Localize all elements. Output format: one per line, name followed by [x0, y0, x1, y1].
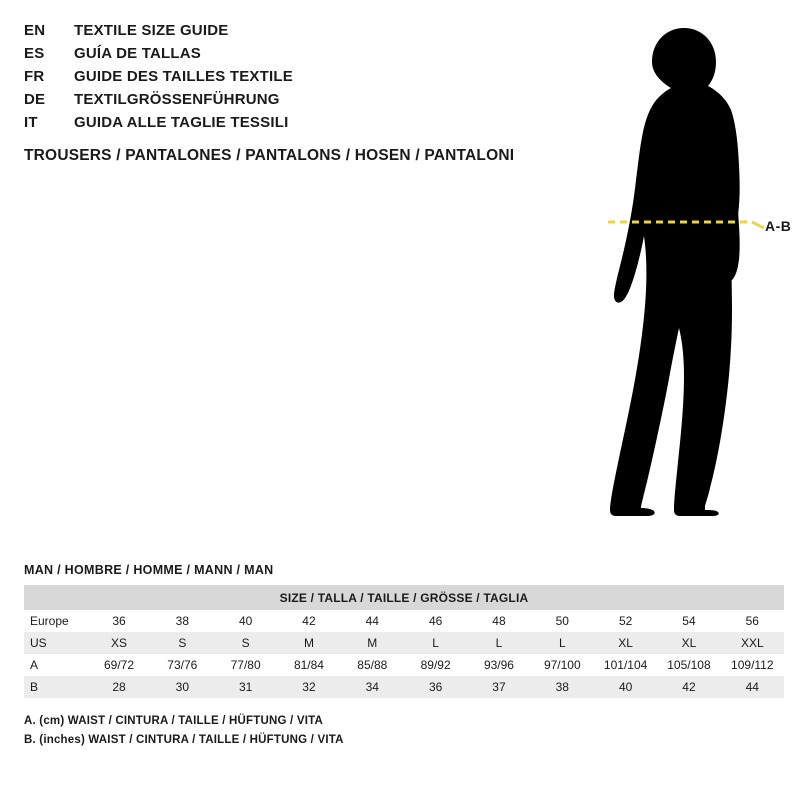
language-code: ES	[24, 45, 45, 62]
table-cell: 50	[531, 610, 594, 632]
table-cell: L	[404, 632, 467, 654]
table-cell: 40	[214, 610, 277, 632]
table-cell: 54	[657, 610, 720, 632]
table-cell: 32	[277, 676, 340, 698]
figure-block	[520, 10, 800, 540]
table-cell: XXL	[721, 632, 784, 654]
table-cell: 69/72	[87, 654, 150, 676]
row-label: Europe	[24, 610, 87, 632]
table-cell: 85/88	[341, 654, 404, 676]
table-cell: 42	[277, 610, 340, 632]
language-title: TEXTILGRÖSSENFÜHRUNG	[74, 91, 280, 108]
table-row	[24, 632, 784, 654]
language-code: IT	[24, 114, 38, 131]
language-row	[24, 68, 544, 91]
table-cell: M	[341, 632, 404, 654]
language-code: EN	[24, 22, 46, 39]
table-cell: 52	[594, 610, 657, 632]
table-cell: 46	[404, 610, 467, 632]
language-title: GUIDA ALLE TAGLIE TESSILI	[74, 114, 289, 131]
table-cell: 38	[531, 676, 594, 698]
table-cell: 44	[721, 676, 784, 698]
header-block	[24, 22, 544, 165]
language-title: GUIDE DES TAILLES TEXTILE	[74, 68, 293, 85]
table-cell: 36	[404, 676, 467, 698]
table-header-label: SIZE / TALLA / TAILLE / GRÖSSE / TAGLIA	[24, 585, 784, 610]
table-cell: XL	[657, 632, 720, 654]
table-cell: XS	[87, 632, 150, 654]
table-cell: M	[277, 632, 340, 654]
table-block	[24, 563, 784, 750]
table-cell: XL	[594, 632, 657, 654]
table-cell: L	[531, 632, 594, 654]
table-cell: 77/80	[214, 654, 277, 676]
table-cell: 101/104	[594, 654, 657, 676]
language-title: GUÍA DE TALLAS	[74, 45, 201, 62]
table-cell: 105/108	[657, 654, 720, 676]
table-cell: 42	[657, 676, 720, 698]
table-cell: 44	[341, 610, 404, 632]
table-header-row	[24, 585, 784, 610]
male-silhouette-icon	[520, 10, 800, 540]
table-row	[24, 654, 784, 676]
notes-block	[24, 712, 784, 750]
table-cell: 40	[594, 676, 657, 698]
note-line: B. (inches) WAIST / CINTURA / TAILLE / HÜFTUNG / VITA	[24, 734, 344, 746]
language-row	[24, 22, 544, 45]
language-row	[24, 114, 544, 137]
row-label: US	[24, 632, 87, 654]
garment-type-title: TROUSERS / PANTALONES / PANTALONS / HOSEN / PANTALONI	[24, 147, 515, 164]
table-cell: 97/100	[531, 654, 594, 676]
table-cell: 81/84	[277, 654, 340, 676]
table-cell: S	[214, 632, 277, 654]
table-cell: 93/96	[467, 654, 530, 676]
table-cell: 34	[341, 676, 404, 698]
language-row	[24, 45, 544, 68]
language-code: DE	[24, 91, 46, 108]
table-cell: 30	[151, 676, 214, 698]
table-cell: 73/76	[151, 654, 214, 676]
table-cell: 89/92	[404, 654, 467, 676]
table-cell: 31	[214, 676, 277, 698]
language-title: TEXTILE SIZE GUIDE	[74, 22, 229, 39]
waist-guide-leader	[752, 222, 764, 228]
table-cell: L	[467, 632, 530, 654]
table-cell: 36	[87, 610, 150, 632]
table-cell: S	[151, 632, 214, 654]
table-cell: 56	[721, 610, 784, 632]
table-row	[24, 610, 784, 632]
row-label: B	[24, 676, 87, 698]
table-cell: 48	[467, 610, 530, 632]
gender-label: MAN / HOMBRE / HOMME / MANN / MAN	[24, 563, 274, 577]
size-table	[24, 585, 784, 698]
language-code: FR	[24, 68, 45, 85]
measurement-label: A-B	[765, 218, 792, 234]
note-line: A. (cm) WAIST / CINTURA / TAILLE / HÜFTUNG / VITA	[24, 715, 323, 727]
table-row	[24, 676, 784, 698]
table-cell: 37	[467, 676, 530, 698]
table-cell: 109/112	[721, 654, 784, 676]
row-label: A	[24, 654, 87, 676]
language-row	[24, 91, 544, 114]
table-cell: 28	[87, 676, 150, 698]
table-cell: 38	[151, 610, 214, 632]
